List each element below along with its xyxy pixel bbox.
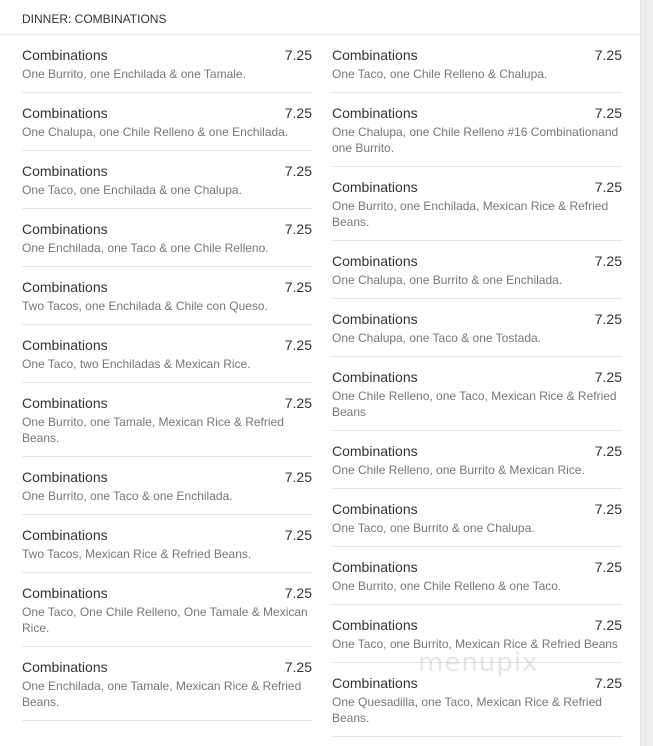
menu-item-price: 7.25: [284, 279, 312, 295]
menu-item-name: Combinations: [332, 253, 418, 269]
menu-item[interactable]: [332, 431, 622, 489]
menu-item-price: 7.25: [284, 659, 312, 675]
menu-item-description: Two Tacos, Mexican Rice & Refried Beans.: [22, 547, 252, 561]
menu-item-name: Combinations: [332, 501, 418, 517]
menu-item-description: One Burrito, one Chile Relleno & one Taco.: [332, 579, 562, 593]
menu-item-header: [22, 659, 312, 675]
menu-item-price: 7.25: [594, 253, 622, 269]
menu-item-price: 7.25: [594, 443, 622, 459]
menu-item-price: 7.25: [594, 501, 622, 517]
menu-item-name: Combinations: [332, 311, 418, 327]
menu-item-header: [332, 617, 622, 633]
menu-item-description: One Burrito, one Taco & one Enchilada.: [22, 489, 233, 503]
menu-item-description: One Taco, one Chile Relleno & Chalupa.: [332, 67, 548, 81]
menu-item[interactable]: [22, 647, 312, 721]
menu-item-header: [332, 105, 622, 121]
menu-item[interactable]: [22, 209, 312, 267]
menu-item-description: One Burrito, one Tamale, Mexican Rice & Refried Beans.: [22, 415, 284, 445]
menu-item-description: One Chile Relleno, one Burrito & Mexican Rice.: [332, 463, 585, 477]
menu-item[interactable]: [22, 267, 312, 325]
menu-item-price: 7.25: [594, 105, 622, 121]
menu-item[interactable]: [22, 325, 312, 383]
menu-item-price: 7.25: [284, 337, 312, 353]
menu-item-header: [22, 527, 312, 543]
menu-item-price: 7.25: [284, 221, 312, 237]
menu-item-name: Combinations: [22, 163, 108, 179]
menu-item-header: [22, 469, 312, 485]
menu-item-description: One Chalupa, one Chile Relleno & one Enchilada.: [22, 125, 289, 139]
menu-item-header: [22, 47, 312, 63]
menu-item-price: 7.25: [594, 675, 622, 691]
menu-item-price: 7.25: [594, 47, 622, 63]
menu-item-price: 7.25: [594, 559, 622, 575]
menu-item[interactable]: [22, 573, 312, 647]
menu-item-price: 7.25: [284, 163, 312, 179]
menu-item[interactable]: [332, 489, 622, 547]
menu-item-description: One Taco, One Chile Relleno, One Tamale & Mexican Rice.: [22, 605, 308, 635]
menu-item-name: Combinations: [22, 47, 108, 63]
watermark-logo: menupix: [418, 648, 539, 678]
menu-item-header: [22, 585, 312, 601]
menu-item-header: [22, 163, 312, 179]
menu-item-header: [22, 337, 312, 353]
menu-item-price: 7.25: [284, 47, 312, 63]
menu-item-name: Combinations: [22, 279, 108, 295]
menu-item-header: [22, 395, 312, 411]
menu-item-description: One Burrito, one Enchilada & one Tamale.: [22, 67, 246, 81]
menu-item-name: Combinations: [332, 105, 418, 121]
menu-item[interactable]: [332, 167, 622, 241]
menu-item-description: One Chalupa, one Burrito & one Enchilada.: [332, 273, 563, 287]
menu-item-header: [22, 105, 312, 121]
menu-item-name: Combinations: [332, 369, 418, 385]
menu-item[interactable]: [332, 241, 622, 299]
menu-item[interactable]: [22, 93, 312, 151]
menu-item-description: One Chalupa, one Chile Relleno #16 Combinationand one Burrito.: [332, 125, 619, 155]
menu-item[interactable]: [332, 357, 622, 431]
menu-item-name: Combinations: [332, 47, 418, 63]
menu-item-header: [332, 501, 622, 517]
menu-item-price: 7.25: [284, 395, 312, 411]
menu-item-price: 7.25: [284, 527, 312, 543]
menu-item-description: One Taco, one Burrito, Mexican Rice & Refried Beans: [332, 637, 618, 651]
menu-column-left: [22, 35, 312, 721]
menu-item[interactable]: [22, 515, 312, 573]
menu-item-description: Two Tacos, one Enchilada & Chile con Queso.: [22, 299, 268, 313]
menu-column-right: [332, 35, 622, 737]
menu-item-description: One Quesadilla, one Taco, Mexican Rice & Refried Beans.: [332, 695, 602, 725]
menu-item-header: [22, 221, 312, 237]
menu-item-price: 7.25: [284, 105, 312, 121]
menu-item-name: Combinations: [332, 443, 418, 459]
menu-item-header: [332, 443, 622, 459]
menu-item-header: [22, 279, 312, 295]
menu-item[interactable]: [332, 299, 622, 357]
menu-item-name: Combinations: [332, 179, 418, 195]
menu-item-description: One Enchilada, one Tamale, Mexican Rice & Refried Beans.: [22, 679, 302, 709]
menu-item-name: Combinations: [22, 469, 108, 485]
menu-item-price: 7.25: [594, 179, 622, 195]
menu-item-name: Combinations: [22, 221, 108, 237]
menu-item-description: One Taco, two Enchiladas & Mexican Rice.: [22, 357, 251, 371]
menu-item-name: Combinations: [332, 559, 418, 575]
menu-item[interactable]: [332, 547, 622, 605]
menu-item-header: [332, 559, 622, 575]
menu-item-name: Combinations: [22, 337, 108, 353]
menu-item[interactable]: [22, 457, 312, 515]
menu-item[interactable]: [22, 151, 312, 209]
menu-item-header: [332, 253, 622, 269]
menu-item-name: Combinations: [22, 105, 108, 121]
menu-item-name: Combinations: [22, 585, 108, 601]
menu-item-header: [332, 179, 622, 195]
menu-item-name: Combinations: [22, 527, 108, 543]
menu-item-price: 7.25: [594, 369, 622, 385]
menu-item-header: [332, 311, 622, 327]
menu-item-price: 7.25: [594, 311, 622, 327]
menu-item[interactable]: [332, 93, 622, 167]
menu-item-description: One Taco, one Enchilada & one Chalupa.: [22, 183, 242, 197]
menu-item-name: Combinations: [332, 617, 418, 633]
menu-item-description: One Chile Relleno, one Taco, Mexican Rice & Refried Beans: [332, 389, 617, 419]
section-title: DINNER: COMBINATIONS: [0, 0, 640, 35]
menu-item-price: 7.25: [284, 585, 312, 601]
menu-item-description: One Taco, one Burrito & one Chalupa.: [332, 521, 535, 535]
menu-item[interactable]: [22, 383, 312, 457]
menu-item-description: One Enchilada, one Taco & one Chile Relleno.: [22, 241, 269, 255]
menu-item-price: 7.25: [594, 617, 622, 633]
menu-item-price: 7.25: [284, 469, 312, 485]
menu-item-name: Combinations: [22, 659, 108, 675]
menu-item-header: [332, 47, 622, 63]
menu-item[interactable]: [332, 35, 622, 93]
menu-item-description: One Burrito, one Enchilada, Mexican Rice & Refried Beans.: [332, 199, 609, 229]
menu-item[interactable]: [22, 35, 312, 93]
menu-item-description: One Chalupa, one Taco & one Tostada.: [332, 331, 542, 345]
menu-item-name: Combinations: [332, 675, 418, 691]
menu-item-name: Combinations: [22, 395, 108, 411]
menu-item-header: [332, 369, 622, 385]
